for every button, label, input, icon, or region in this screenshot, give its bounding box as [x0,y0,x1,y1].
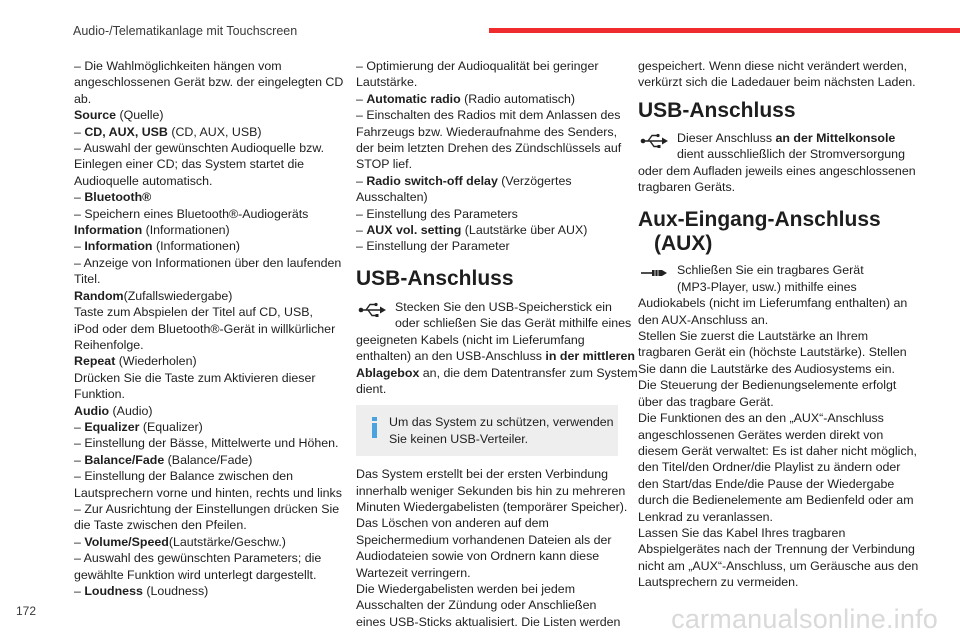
text-line: oder dem Aufladen jeweils eines angeschlossenen [638,163,916,178]
text-line: iPod oder dem Bluetooth®-Gerät in willkürlicher [74,321,336,336]
text-line: durch die Bedienelemente am Bedienfeld oder am [638,493,914,508]
text-line: Drücken Sie die Taste zum Aktivieren dieser [74,370,316,385]
text-line: – Zur Ausrichtung der Einstellungen drücken Sie [74,501,340,516]
text-line: Das Löschen von anderen auf dem [356,516,549,531]
text-line: verkürzt sich die Ladedauer beim nächsten Laden. [638,75,916,90]
text-line: Titel. [74,272,101,287]
text-line: Fahrzeugs bzw. Wiederaufnahme des Senders, [356,124,618,139]
text-line: Audioquelle automatisch. [74,173,213,188]
text-line: innerhalb weniger Sekunden bis hin zu mehreren [356,483,626,498]
usb-icon [356,300,390,320]
text-line: (MP3-Player, usw.) mithilfe eines [677,279,857,294]
text-line: – Einschalten des Radios mit dem Anlassen des [356,108,621,123]
text-line: – Die Wahlmöglichkeiten hängen vom [74,59,282,73]
text-line: – Einstellung der Parameter [356,239,510,254]
text-line: Lautstärke. [356,75,418,90]
section-heading-usb-power: USB-Anschluss [638,98,796,122]
text-line: – Radio switch-off delay (Verzögertes [356,173,572,188]
note-line: Um das System zu schützen, verwenden [389,415,614,430]
text-line: Schließen Sie ein tragbares Gerät [677,263,864,278]
text-line: – CD, AUX, USB (CD, AUX, USB) [74,124,262,139]
text-line: Lautsprechern vorne und hinten, rechts und links [74,485,342,500]
text-line: angeschlossenen Gerätes werden direkt von [638,427,884,442]
text-line: STOP lief. [356,157,413,172]
text-line: Random(Zufallswiedergabe) [74,288,233,303]
column-2 [356,58,638,630]
text-line: Wartezeit verringern. [356,565,471,580]
text-line: die Taste zwischen den Pfeilen. [74,518,247,533]
text-line: Lassen Sie das Kabel Ihres tragbaren [638,525,846,540]
text-line: Minuten Wiedergabelisten (temporärer Speicher). [356,499,628,514]
section-heading-aux [638,208,904,256]
text-line: den Start/das Ende/die Pause der Wiedergabe [638,476,895,491]
text-line: – Auswahl der gewünschten Audioquelle bzw. [74,141,325,156]
text-line: nicht am „AUX“-Anschluss, um Geräusche aus den [638,558,919,573]
usb-icon [638,131,672,151]
text-line: dient. [356,381,387,396]
text-line: Stellen Sie zuerst die Lautstärke an Ihrem [638,329,869,344]
column-1 [74,58,344,599]
text-line: Stecken Sie den USB-Speicherstick ein [395,299,612,314]
text-line: – Auswahl des gewünschten Parameters; die [74,551,322,566]
text-line: den AUX-Anschluss an. [638,312,769,327]
text-line: enthalten) an den USB-Anschluss in der mittleren [356,349,635,364]
text-line: Einlegen einer CD; das System startet die [74,157,305,172]
text-line: Dieser Anschluss an der Mittelkonsole [677,130,896,145]
text-line: dient ausschließlich der Stromversorgung [677,147,905,162]
text-line: Funktion. [74,387,125,402]
aux-jack-icon [638,263,672,283]
text-line: – Optimierung der Audioqualität bei geringer [356,59,599,73]
text-line: Speichermedium vorhandenen Dateien als der [356,532,612,547]
text-line: angeschlossenen Gerät bzw. der eingelegten CD [74,75,344,90]
text-line: Lenkrad zu veranlassen. [638,509,774,524]
info-note [356,405,618,456]
text-line: Audio (Audio) [74,403,153,418]
heading-line: Aux-Eingang-Anschluss [638,208,881,232]
text-line: Audiodateien sowie von Ordnern kann diese [356,549,600,564]
text-line: – Einstellung der Balance zwischen den [74,469,294,484]
text-line: diesem Gerät verwaltet: Es ist daher nicht möglich, [638,443,917,458]
text-line: – Bluetooth® [74,190,152,205]
text-line: über das tragbare Gerät. [638,394,774,409]
text-line: Die Wiedergabelisten werden bei jedem [356,581,576,596]
text-line: – Speichern eines Bluetooth®-Audiogeräts [74,206,309,221]
note-line: Sie keinen USB-Verteiler. [389,431,529,446]
column-3 [638,58,919,591]
text-line: Die Funktionen des an den „AUX“-Anschluss [638,411,884,426]
text-line: – Equalizer (Equalizer) [74,419,203,434]
text-line: gespeichert. Wenn diese nicht verändert werden, [638,59,908,73]
text-line: den Titel/den Ordner/die Playlist zu ändern oder [638,460,901,475]
heading-line: (AUX) [654,232,713,256]
usb-power-instruction [638,130,904,163]
text-line: Ablagebox an, die dem Datentransfer zum System [356,365,638,380]
text-line: oder schließen Sie das Gerät mithilfe eines [395,316,632,331]
text-line: – Einstellung der Bässe, Mittelwerte und Höhen. [74,436,339,451]
text-line: – Information (Informationen) [74,239,240,254]
usb-instruction [356,299,632,332]
text-line: – Einstellung des Parameters [356,206,518,221]
text-line: ab. [74,91,92,106]
text-line: – Automatic radio (Radio automatisch) [356,91,575,106]
watermark: carmanualsonline.info [671,604,938,634]
text-line: tragbaren Geräts. [638,180,736,195]
text-line: der beim letzten Drehen des Zündschlüssels auf [356,141,622,156]
text-line: Taste zum Abspielen der Titel auf CD, USB, [74,305,313,320]
text-line: – Anzeige von Informationen über den laufenden [74,255,342,270]
text-line: eines USB-Sticks aktualisiert. Die Listen werden [356,614,621,629]
text-line: – AUX vol. setting (Lautstärke über AUX) [356,223,588,238]
header-accent-bar [489,28,960,33]
text-line: Repeat (Wiederholen) [74,354,197,369]
text-line: Sie dann die Lautstärke des Audiosystems ein. [638,361,895,376]
section-heading-usb: USB-Anschluss [356,266,514,290]
running-header-title: Audio-/Telematikanlage mit Touchscreen [73,24,298,38]
text-line: tragbaren Gerät ein (höchste Lautstärke). Stellen [638,345,907,360]
text-line: Die Steuerung der Bedienungselemente erfolgt [638,378,897,393]
aux-instruction [638,262,904,295]
text-line: Ausschalten) [356,190,428,205]
text-line: Source (Quelle) [74,108,164,123]
text-line: Lautsprechern zu vermeiden. [638,575,799,590]
text-line: geeigneten Kabels (nicht im Lieferumfang [356,332,585,347]
text-line: – Balance/Fade (Balance/Fade) [74,452,253,467]
info-icon [368,417,382,447]
text-line: Reihenfolge. [74,337,144,352]
text-line: Abspielgerätes nach der Trennung der Verbindung [638,542,915,557]
text-line: Audiokabels (nicht im Lieferumfang enthalten) an [638,296,908,311]
text-line: Information (Informationen) [74,223,230,238]
text-line: – Loudness (Loudness) [74,584,209,598]
page-number: 172 [16,604,37,618]
text-line: – Volume/Speed(Lautstärke/Geschw.) [74,534,286,549]
text-line: gewählte Funktion wird unterlegt dargestellt. [74,567,317,582]
text-line: Ausschalten der Zündung oder Anschließen [356,598,597,613]
text-line: Das System erstellt bei der ersten Verbindung [356,467,609,482]
